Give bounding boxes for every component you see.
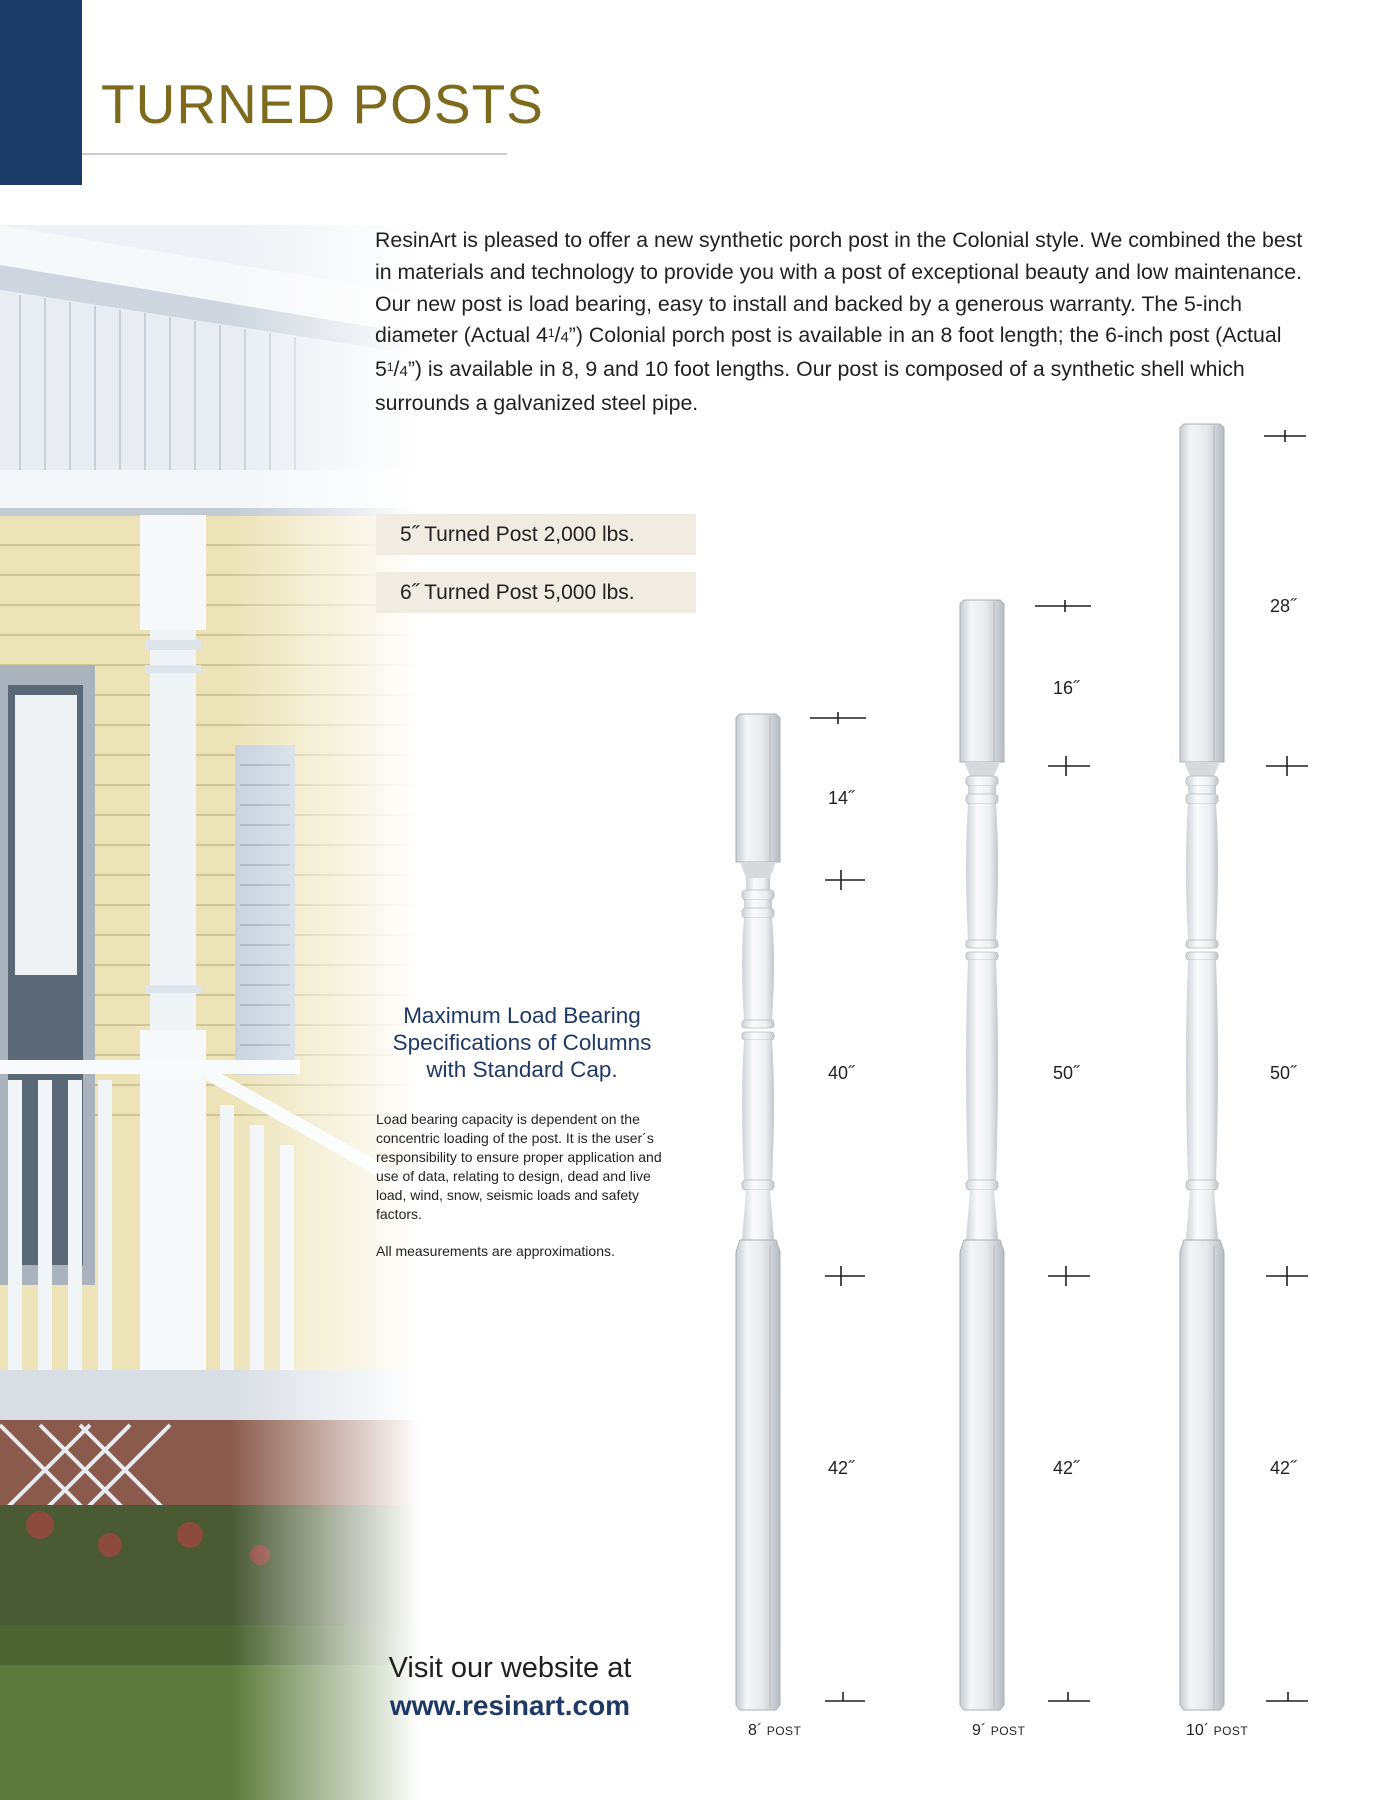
fraction-numerator-2: 1: [386, 360, 394, 375]
fraction-denominator-2: 4: [399, 363, 408, 381]
post-8ft: [736, 714, 780, 1710]
post-length: 10´: [1186, 1722, 1210, 1739]
dim-10ft-top: 28˝: [1270, 596, 1297, 616]
post-length: 9´: [972, 1722, 987, 1739]
intro-text-3: ”) is available in 8, 9 and 10 foot lengths. Our post is composed of a synthetic shell which surrounds a galvanized steel pipe.: [375, 357, 1245, 415]
post-caption-9ft: [972, 1722, 1025, 1740]
title-divider: [82, 153, 507, 155]
porch-photo: [0, 225, 420, 1800]
post-unit: POST: [990, 1724, 1026, 1738]
load-badge-6in: 6˝ Turned Post 5,000 lbs.: [376, 572, 696, 613]
post-length: 8´: [748, 1722, 763, 1739]
dim-8ft-top: 14˝: [828, 788, 855, 808]
specs-title: Maximum Load Bearing Specifications of Columns with Standard Cap.: [392, 1003, 652, 1082]
page-title: TURNED POSTS: [101, 73, 544, 135]
header-accent-bar: [0, 0, 82, 185]
dim-8ft-middle: 40˝: [828, 1063, 855, 1083]
load-badge-5in: 5˝ Turned Post 2,000 lbs.: [376, 514, 696, 555]
intro-paragraph: ResinArt is pleased to offer a new synthetic porch post in the Colonial style. We combined the best in materials and technology to provide you with a post of exceptional beauty and low maintenance. Our new post is load bearing, easy to install and backed by a generous warranty. The 5-inch diameter (Actual $4^1/4$”) Colonial porch post is available in an 8 foot length; the 6-inch post (Actual $5^1/4$”) is available in 8, 9 and 10 foot lengths. Our post is composed of a synthetic shell which surrounds a galvanized steel pipe.: [375, 228, 1303, 415]
intro-text-2: ”) Colonial porch post is available in an 8 foot length; the 6-inch post (Actual 5: [375, 323, 1282, 382]
dim-9ft-top: 16˝: [1053, 678, 1080, 698]
post-10ft: [1180, 424, 1224, 1710]
dim-9ft-bottom: 42˝: [1053, 1458, 1080, 1478]
fraction-denominator-1: 4: [560, 329, 569, 347]
post-unit: POST: [766, 1724, 802, 1738]
post-caption-10ft: [1186, 1722, 1248, 1740]
dim-10ft-bottom: 42˝: [1270, 1458, 1297, 1478]
fraction-numerator-1: 1: [547, 326, 555, 341]
dim-9ft-middle: 50˝: [1053, 1063, 1080, 1083]
dim-8ft-bottom: 42˝: [828, 1458, 855, 1478]
specs-note: Load bearing capacity is dependent on the concentric loading of the post. It is the user´s responsibility to ensure proper application and use of data, relating to design, dead and live load, wind, snow, seismic loads and safety factors.: [376, 1111, 662, 1222]
dim-10ft-middle: 50˝: [1270, 1063, 1297, 1083]
posts-diagram: [700, 400, 1330, 1750]
visit-website-text: Visit our website at: [388, 1652, 632, 1684]
post-9ft: [960, 600, 1004, 1710]
intro-text-1: ResinArt is pleased to offer a new synthetic porch post in the Colonial style. We combined the best in materials and technology to provide you with a post of exceptional beauty and low maintenance. Our new post is load bearing, easy to install and backed by a generous warranty. The 5-inch diameter (Actual 4: [375, 228, 1303, 348]
post-caption-8ft: [748, 1722, 801, 1740]
specs-approximation-note: All measurements are approximations.: [376, 1243, 615, 1259]
post-unit: POST: [1213, 1724, 1249, 1738]
website-link[interactable]: www.resinart.com: [389, 1690, 631, 1721]
